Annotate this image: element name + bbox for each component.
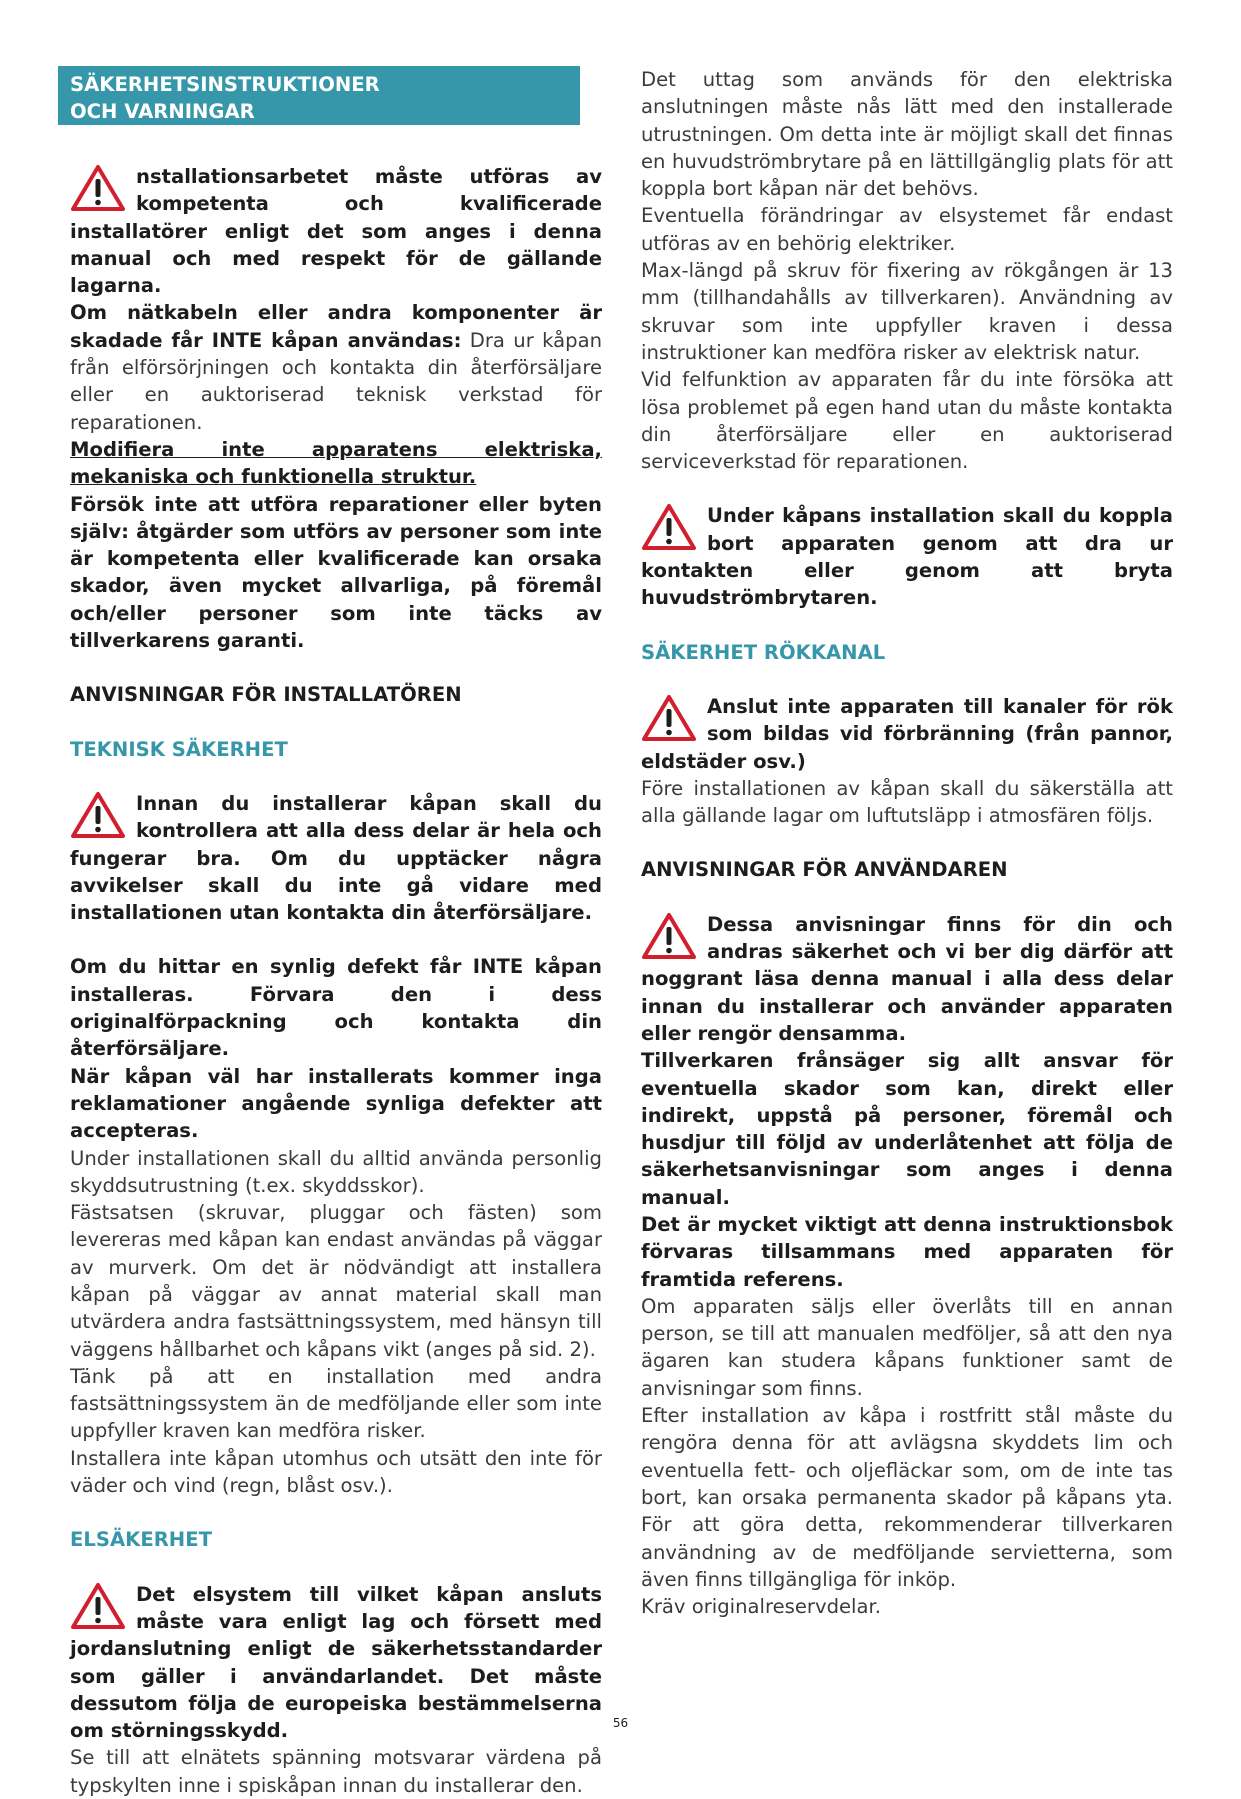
body-text: Dra ur kåpan från elförsörjningen och kontakta din återförsäljare eller en auktoriserad teknisk verkstad för reparationen. bbox=[70, 328, 602, 434]
body-text: Fästsatsen (skruvar, pluggar och fästen) som levereras med kåpan kan endast användas på väggar av murverk. Om det är nödvändigt att installera kåpan på väggar av annat material skall man utvärdera andra fastsättningssystem, med hänsyn till väggens hållbarhet och kåpans vikt (anges på sid. 2). bbox=[70, 1201, 602, 1361]
warning-triangle-icon bbox=[641, 912, 697, 960]
warning-text: Dessa anvisningar finns för din och andras säkerhet och vi ber dig därför att noggrant läsa denna manual i alla dess delar innan du installerar och använder apparaten eller rengör densamma. bbox=[641, 912, 1173, 1045]
warning-text: Under kåpans installation skall du koppla bort apparaten genom att dra ur kontakten eller genom att bryta huvudströmbrytaren. bbox=[641, 504, 1173, 610]
warning-block-disconnect bbox=[641, 502, 1173, 611]
warning-block-flue bbox=[641, 693, 1173, 829]
banner-line-1: SÄKERHETSINSTRUKTIONER bbox=[70, 73, 380, 96]
warning-triangle-icon bbox=[70, 791, 126, 839]
body-text: Om apparaten säljs eller överlåts till en annan person, se till att manualen medföljer, så att den nya ägaren kan studera kåpans funktioner samt de anvisningar som finns. bbox=[641, 1294, 1173, 1400]
warning-text: Det elsystem till vilket kåpan ansluts måste vara enligt lag och försett med jordanslutning enligt de säkerhetsstandarder som gäller i användarlandet. Det måste dessutom följa de europeiska bestämmelserna om störningsskydd. bbox=[70, 1582, 602, 1743]
body-text: Under installationen skall du alltid använda personlig skyddsutrustning (t.ex. skyddsskor). bbox=[70, 1146, 602, 1197]
warning-triangle-icon bbox=[641, 503, 697, 551]
warning-text: nstallationsarbetet måste utföras av kompetenta och kvalificerade installatörer enligt det som anges i denna manual och med respekt för de gällande lagarna. bbox=[70, 165, 602, 298]
warning-text: Det är mycket viktigt att denna instruktionsbok förvaras tillsammans med apparaten för framtida referens. bbox=[641, 1212, 1173, 1291]
body-text: Installera inte kåpan utomhus och utsätt den inte för väder och vind (regn, blåst osv.). bbox=[70, 1446, 602, 1498]
warning-text: När kåpan väl har installerats kommer inga reklamationer angående synliga defekter att accepteras. bbox=[70, 1064, 602, 1143]
body-text: Se till att elnätets spänning motsvarar värdena på typskylten inne i spiskåpan innan du installerar den. bbox=[70, 1746, 602, 1797]
body-text: Det uttag som används för den elektriska anslutningen måste nås lätt med den installerade utrustningen. Om detta inte är möjligt skall det finnas en huvudströmbrytare på en lättillgänglig plats för att koppla bort kåpan när det behövs. bbox=[641, 68, 1173, 201]
electrical-intro bbox=[641, 66, 1173, 475]
warning-triangle-icon bbox=[641, 694, 697, 742]
warning-text: Om du hittar en synlig defekt får INTE kåpan installeras. Förvara den i dess originalförpackning och kontakta din återförsäljare. bbox=[70, 955, 602, 1061]
warning-triangle-icon bbox=[70, 1582, 126, 1630]
warning-text: Tillverkaren frånsäger sig allt ansvar för eventuella skador som kan, direkt eller indirekt, uppstå på personer, föremål och husdjur till följd av underlåtenhet att följa de säkerhetsanvisningar som anges i denna manual. bbox=[641, 1049, 1173, 1209]
left-column bbox=[70, 66, 602, 1799]
underlined-warning: Modifiera inte apparatens elektriska, mekaniska och funktionella struktur. bbox=[70, 437, 602, 489]
body-text: Eventuella förändringar av elsystemet får endast utföras av en behörig elektriker. bbox=[641, 204, 1173, 255]
electrical-safety-heading: ELSÄKERHET bbox=[70, 1528, 212, 1552]
warning-text: Innan du installerar kåpan skall du kontrollera att alla dess delar är hela och fungerar bra. Om du upptäcker några avvikelser skall du inte gå vidare med installationen utan kontakta din återförsäljare. bbox=[70, 791, 602, 925]
warning-block-installation bbox=[70, 163, 602, 654]
flue-safety-heading: SÄKERHET RÖKKANAL bbox=[641, 640, 886, 664]
banner-line-2: OCH VARNINGAR bbox=[70, 100, 255, 123]
body-text: Vid felfunktion av apparaten får du inte försöka att lösa problemet på egen hand utan du måste kontakta din återförsäljare eller en auktoriserad serviceverkstad för reparationen. bbox=[641, 368, 1173, 474]
section-banner bbox=[58, 66, 580, 125]
body-text: Före installationen av kåpan skall du säkerställa att alla gällande lagar om luftutsläpp i atmosfären följs. bbox=[641, 776, 1173, 828]
technical-safety-heading: TEKNISK SÄKERHET bbox=[70, 737, 288, 761]
warning-block-electrical bbox=[70, 1581, 602, 1799]
warning-triangle-icon bbox=[70, 164, 126, 212]
warning-block-technical bbox=[70, 790, 602, 1499]
body-text: Kräv originalreservdelar. bbox=[641, 1595, 881, 1619]
page-number: 56 bbox=[612, 1716, 629, 1730]
warning-block-user bbox=[641, 911, 1173, 1621]
warning-text: Anslut inte apparaten till kanaler för rök som bildas vid förbränning (från pannor, eldstäder osv.) bbox=[641, 694, 1173, 773]
body-text: Efter installation av kåpa i rostfritt stål måste du rengöra denna för att avlägsna skyddets lim och eventuella fett- och oljefläckar som, om de inte tas bort, kan orsaka permanenta skador på kåpans yta. För att göra detta, rekommenderar tillverkaren användning av de medföljande servietterna, som även finns tillgängliga för inköp. bbox=[641, 1404, 1173, 1591]
right-column bbox=[641, 66, 1173, 1620]
body-text: Max-längd på skruv för fixering av rökgången är 13 mm (tillhandahålls av tillverkaren). Användning av skruvar som inte uppfyller kraven i dessa instruktioner kan medföra risker av elektrisk natur. bbox=[641, 259, 1173, 364]
warning-text: Försök inte att utföra reparationer eller byten själv: åtgärder som utförs av personer som inte är kompetenta eller kvalificerade kan orsaka skador, även mycket allvarliga, på föremål och/eller personer som inte täcks av tillverkarens garanti. bbox=[70, 492, 602, 653]
installer-heading: ANVISNINGAR FÖR INSTALLATÖREN bbox=[70, 683, 462, 707]
body-text: Tänk på att en installation med andra fastsättningssystem än de medföljande eller som inte uppfyller kraven kan medföra risker. bbox=[70, 1364, 602, 1443]
user-heading: ANVISNINGAR FÖR ANVÄNDAREN bbox=[641, 858, 1008, 882]
warning-text: Om nätkabeln eller andra komponenter är skadade får INTE kåpan användas: bbox=[70, 301, 602, 352]
